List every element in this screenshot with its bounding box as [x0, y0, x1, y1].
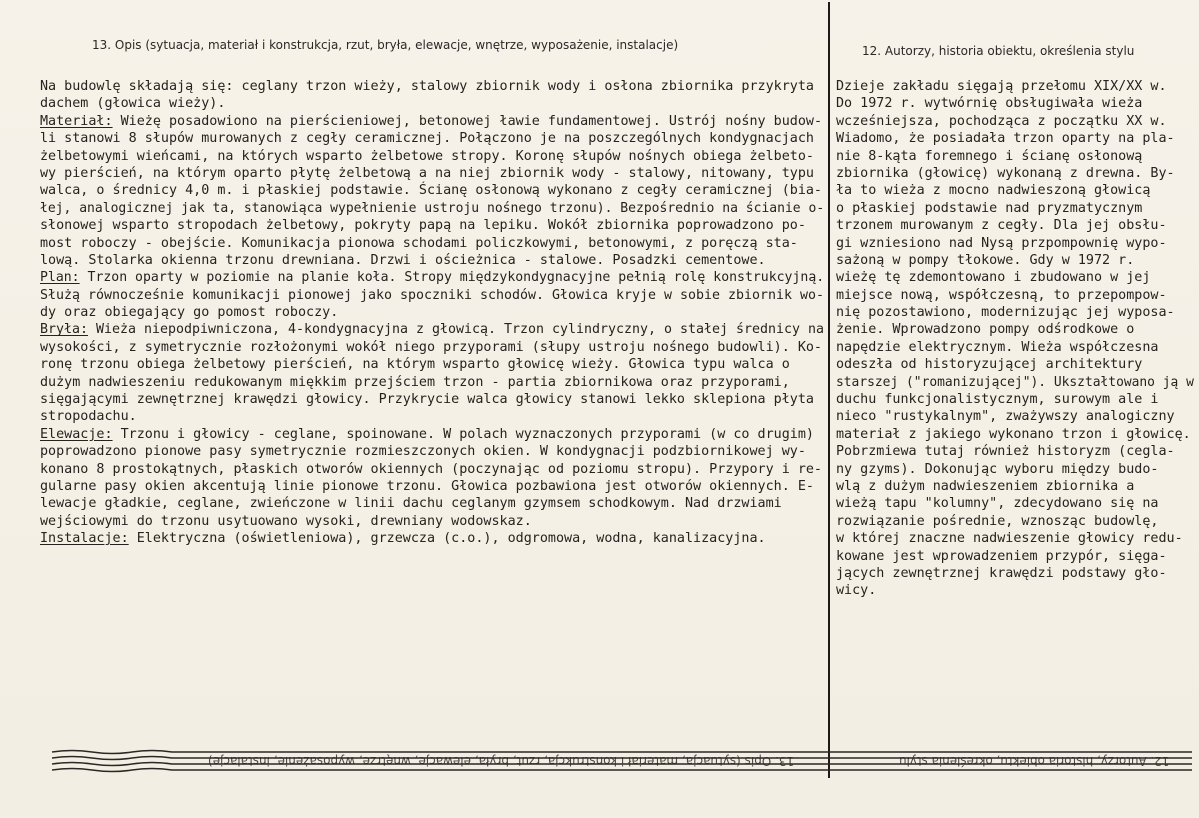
history-line: ła to wieża z mocno nadwieszoną głowicą: [836, 183, 1151, 199]
history-line: gi wzniesiono nad Nysą przpompownię wypo-: [836, 235, 1167, 251]
description-line: [40, 130, 824, 147]
section-label: Bryła:: [40, 322, 89, 338]
text-segment: Trzon oparty w poziomie na planie koła. Stropy międzykondygnacyjne pełnią rolę konstrukcyjną.: [79, 270, 825, 286]
text-segment: walca, o średnicy 4,0 m. i płaskiej podstawie. Ścianę osłonową wykonano z cegły ceramicznej (bia-: [40, 183, 822, 199]
description-text: [40, 78, 824, 548]
history-line: nie 8-kąta foremnego i ścianę osłonową: [836, 148, 1143, 164]
description-line: [40, 408, 824, 425]
bottom-mirrored-heading-12: 12. Autorzy, historia obiektu, określenia stylu: [899, 754, 1170, 768]
text-segment: Wieża niepodpiwniczona, 4-kondygnacyjna z głowicą. Trzon cylindryczny, o stałej średnicy na: [88, 322, 825, 338]
description-line: [40, 304, 824, 321]
history-line: wieżę tę zdemontowano i zbudowano w jej: [836, 270, 1151, 286]
description-line: [40, 182, 824, 199]
section-label: Plan:: [40, 270, 80, 286]
history-line: starszej ("romanizującej"). Ukształtowano ją w: [836, 374, 1194, 390]
section-13-heading: 13. Opis (sytuacja, materiał i konstrukcja, rzut, bryła, elewacje, wnętrze, wyposażenie, instalacje): [92, 38, 679, 52]
text-segment: słonowej wsparto stropodach żelbetowy, pokryty papą na lepiku. Wokół zbiornika poprowadzono po-: [40, 218, 806, 234]
description-line: [40, 461, 824, 478]
text-segment: konano 8 prostokątnych, płaskich otworów okiennych (poczynając od poziomu stropu). Przypory i re-: [40, 461, 822, 477]
text-segment: wejściowymi do trzonu usytuowano wysoki, drewniany wodowskaz.: [40, 513, 532, 529]
description-line: [40, 148, 824, 165]
history-line: Do 1972 r. wytwórnię obsługiwała wieża: [836, 96, 1143, 112]
description-line: [40, 321, 825, 338]
history-line: miejsce nową, współczesną, to przepompow-: [836, 287, 1167, 303]
history-line: o płaskiej podstawie nad pryzmatycznym: [836, 200, 1143, 216]
history-line: Wiadomo, że posiadała trzon oparty na pla-: [836, 131, 1175, 147]
text-segment: stropodachu.: [40, 409, 137, 425]
history-line: wieżą tapu "kolumny", zdecydowano się na: [836, 496, 1159, 512]
section-12-heading: 12. Autorzy, historia obiektu, określenia stylu: [862, 44, 1135, 58]
history-line: zbiornika (głowicę) wykonaną z drewna. By-: [836, 165, 1175, 181]
description-line: [40, 374, 824, 391]
text-segment: lową. Stolarka okienna trzonu drewniana. Drzwi i ościeżnica - stalowe. Posadzki cementowe.: [40, 252, 766, 268]
description-line: [40, 495, 824, 512]
history-line: ny gzyms). Dokonując wyboru między budo-: [836, 461, 1159, 477]
history-line: sażoną w pompy tłokowe. Gdy w 1972 r.: [836, 252, 1135, 268]
text-segment: Służą równocześnie komunikacji pionowej jako spoczniki schodów. Głowica kryje w sobie zbiornik wo-: [40, 287, 825, 303]
text-segment: Trzonu i głowicy - ceglane, spoinowane. W polach wyznaczonych przyporami (w co drugim): [112, 426, 814, 442]
description-line: [40, 165, 824, 182]
history-line: duchu funkcjonalistycznym, surowym ale i: [836, 392, 1159, 408]
text-segment: gularne pasy okien akcentują linie pionowe trzonu. Głowica pozbawiona jest otworów okiennych. E-: [40, 478, 814, 494]
description-line: [40, 200, 825, 217]
history-line: nieco "rustykalnym", zważywszy analogiczny: [836, 409, 1175, 425]
history-line: odeszła od historyzującej architektury: [836, 357, 1143, 373]
description-line: [40, 530, 824, 547]
description-line: [40, 339, 824, 356]
history-line: trzonem murowanym z cegły. Dla jej obsłu-: [836, 218, 1167, 234]
description-line: [40, 513, 824, 530]
text-segment: dużym nadwieszeniu redukowanym miękkim przejściem trzon - partia zbiornikowa oraz przyporami,: [40, 374, 790, 390]
text-segment: łej, analogicznej jak ta, stanowiąca wypełnienie ustroju nośnego trzonu). Bezpośrednio na ścianie o-: [40, 200, 825, 216]
description-line: [40, 217, 824, 234]
text-segment: żelbetowymi wieńcami, na których wsparto żelbetowe stropy. Koronę słupów nośnych obiega żelbeto-: [40, 148, 814, 164]
text-segment: dy oraz obiegający go pomost roboczy.: [40, 305, 339, 321]
history-line: w której znaczne nadwieszenie głowicy redu-: [836, 531, 1183, 547]
description-line: [40, 235, 824, 252]
history-line: Pobrzmiewa tutaj również historyzm (cegla-: [836, 444, 1175, 460]
description-line: [40, 391, 824, 408]
history-line: Dzieje zakładu sięgają przełomu XIX/XX w.: [836, 79, 1167, 94]
history-line: nię pozostawiono, modernizując jej wyposa-: [836, 305, 1175, 321]
history-line: wcześniejsza, pochodząca z początku XX w.: [836, 113, 1167, 129]
description-line: [40, 113, 824, 130]
description-line: [40, 287, 825, 304]
section-label: Materiał:: [40, 113, 113, 129]
description-line: [40, 269, 825, 286]
description-line: [40, 356, 824, 373]
history-line: żenie. Wprowadzono pompy odśrodkowe o: [836, 322, 1135, 338]
history-line: materiał z jakiego wykonano trzon i głowicę.: [836, 426, 1191, 442]
text-segment: Na budowlę składają się: ceglany trzon wieży, stalowy zbiornik wody i osłona zbiornika przykryta: [40, 79, 814, 94]
description-line: [40, 252, 824, 269]
description-line: [40, 478, 824, 495]
text-segment: poprowadzono pionowe pasy symetrycznie rozmieszczonych okien. W kondygnacji podzbiornikowej wy-: [40, 444, 806, 460]
history-line: wlą z dużym nadwieszeniem zbiornika a: [836, 478, 1135, 494]
text-segment: lewacje gładkie, ceglane, zwieńczone w linii dachu ceglanym gzymsem schodkowym. Nad drzwiami: [40, 496, 782, 512]
bottom-mirrored-heading-13: 13. Opis (sytuacja, materiał i konstrukcja, rzut, bryła, elewacje, wnętrze, wyposażenie, instalacje): [208, 754, 795, 768]
column-divider: [828, 2, 830, 778]
text-segment: Elektryczna (oświetleniowa), grzewcza (c.o.), odgromowa, wodna, kanalizacyjna.: [128, 531, 766, 547]
text-segment: most roboczy - obejście. Komunikacja pionowa schodami policzkowymi, betonowymi, z poręczą sta-: [40, 235, 798, 251]
description-line: [40, 426, 824, 443]
history-line: wicy.: [836, 583, 877, 599]
history-line: jących zewnętrznej krawędzi podstawy gło-: [836, 565, 1167, 581]
text-segment: wysokości, z symetrycznie rozłożonymi wokół niego przyporami (słupy ustroju nośnego budowli). Ko-: [40, 339, 822, 355]
description-line: [40, 443, 824, 460]
section-label: Instalacje:: [40, 531, 129, 547]
history-line: kowane jest wprowadzeniem przypór, sięga-: [836, 548, 1167, 564]
history-line: rozwiązanie pośrednie, wznosząc budowlę,: [836, 513, 1159, 529]
text-segment: sięgającymi zewnętrznej krawędzi głowicy. Przykrycie walca głowicy stanowi lekko sklepiona płyta: [40, 392, 814, 408]
description-line: [40, 78, 824, 95]
text-segment: ronę trzonu obiega żelbetowy pierścień, na którym wsparto głowicę wieży. Głowica typu walca o: [40, 357, 790, 373]
text-segment: wy pierścień, na którym oparto płytę żelbetową a na niej zbiornik wody - stalowy, nitowany, typu: [40, 165, 814, 181]
history-line: napędzie elektrycznym. Wieża współczesna: [836, 339, 1159, 355]
section-label: Elewacje:: [40, 426, 113, 442]
text-segment: dachem (głowica wieży).: [40, 96, 226, 112]
text-segment: li stanowi 8 słupów murowanych z cegły ceramicznej. Połączono je na poszczególnych kondygnacjach: [40, 131, 814, 147]
history-text: [836, 78, 1196, 600]
text-segment: Wieżę posadowiono na pierścieniowej, betonowej ławie fundamentowej. Ustrój nośny budow-: [112, 113, 823, 129]
description-line: [40, 95, 824, 112]
